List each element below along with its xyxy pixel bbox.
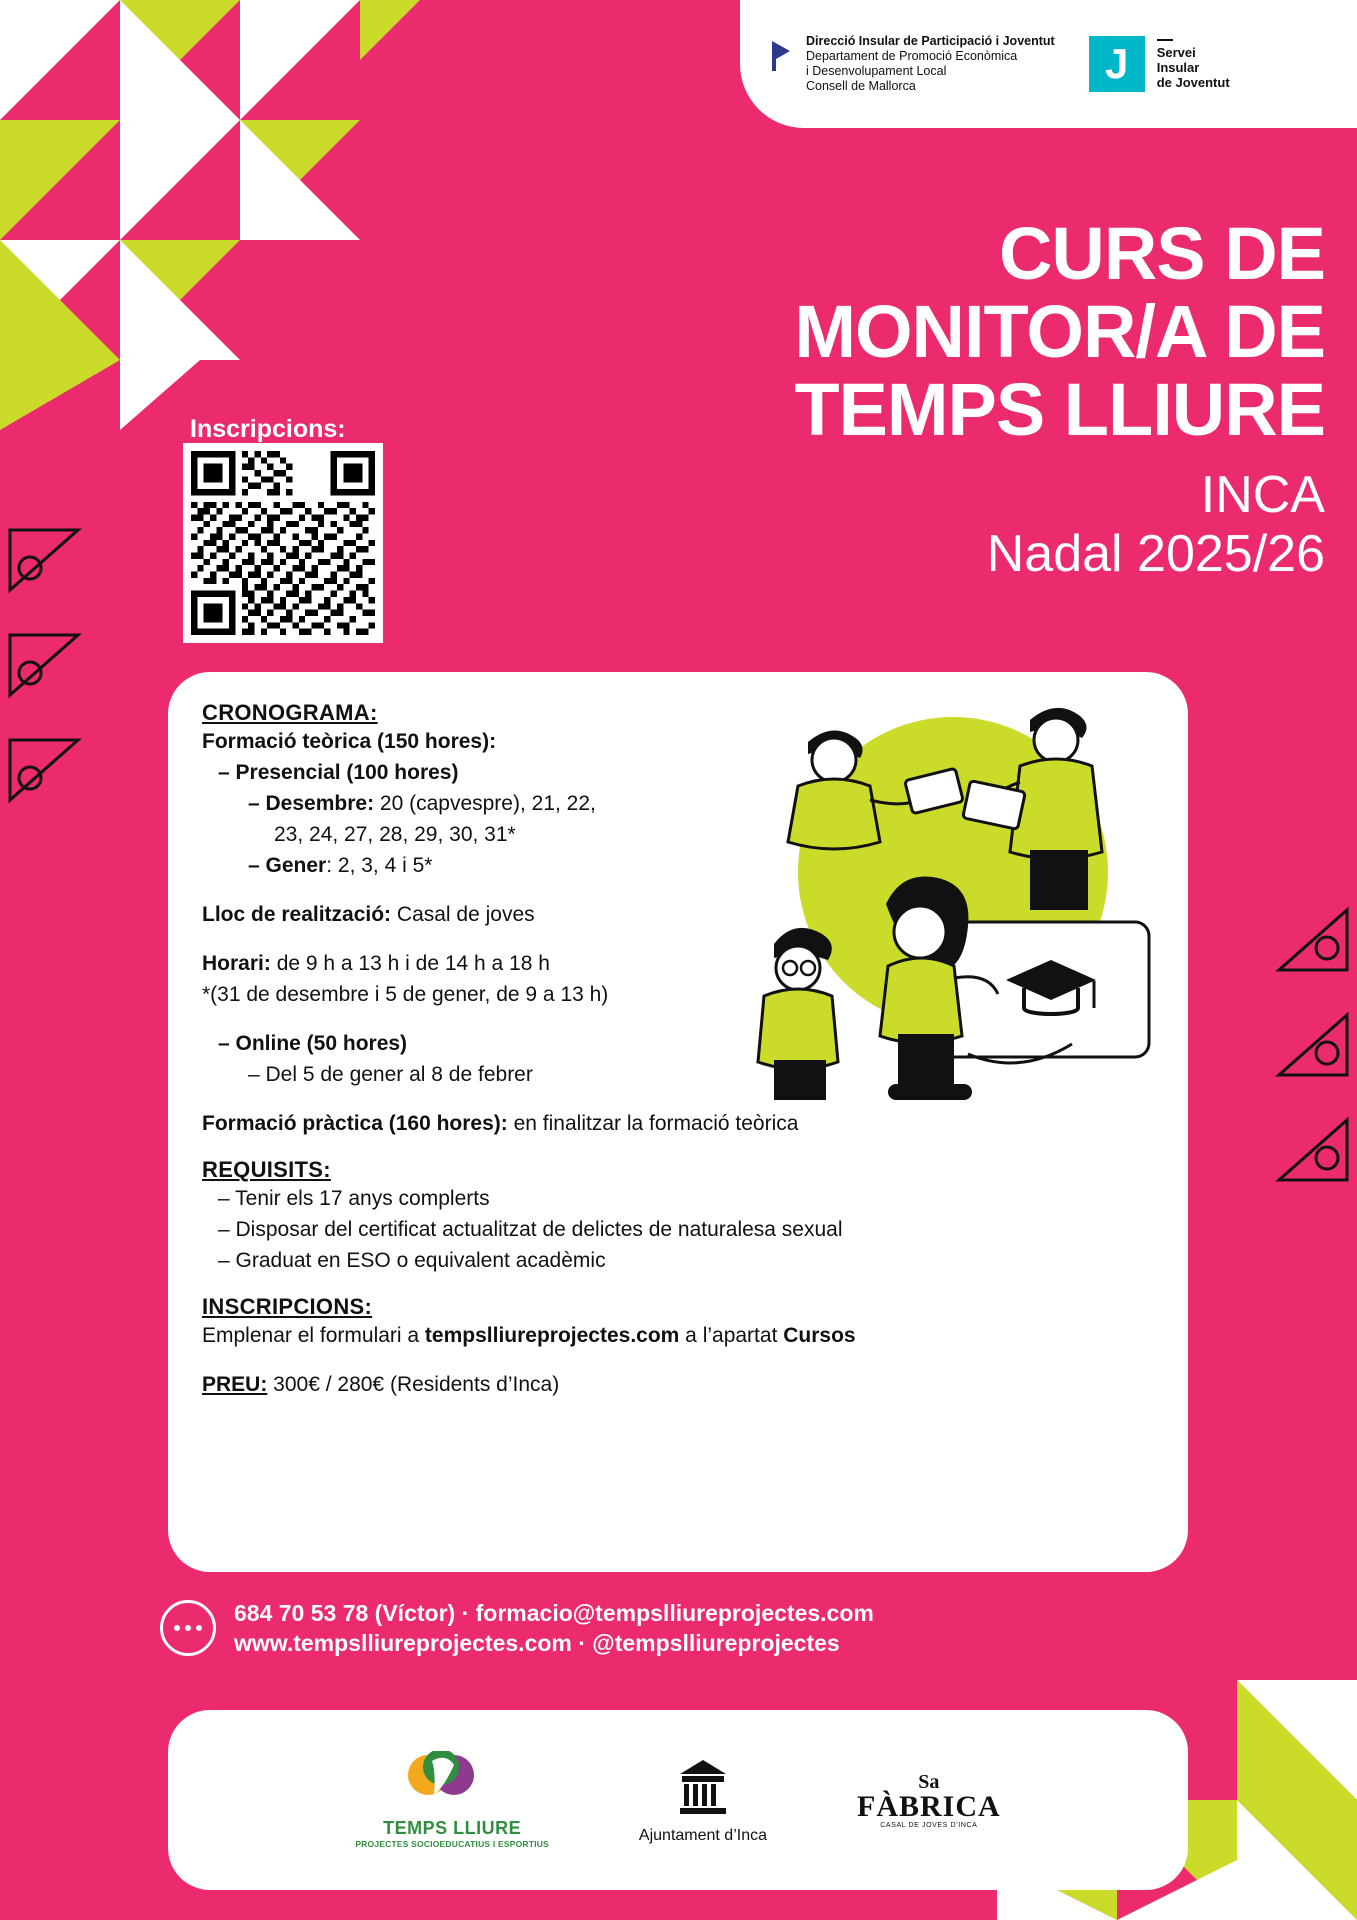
desembre-value: 20 (capvespre), 21, 22,	[374, 792, 596, 815]
joventut-line-2: Insular	[1156, 59, 1200, 75]
footer-logos	[168, 1710, 1188, 1890]
inscripcions-section: Cursos	[783, 1324, 856, 1347]
temps-lliure-sub: PROJECTES SOCIOEDUCATIUS I ESPORTIUS	[355, 1839, 549, 1849]
gener-value: : 2, 3, 4 i 5*	[326, 854, 433, 877]
illustration-students	[738, 682, 1168, 1102]
logo-consell-de-mallorca	[770, 34, 1055, 94]
fabrica-line-1: Sa	[918, 1770, 940, 1793]
title-place: INCA	[1200, 466, 1325, 524]
temps-lliure-name: TEMPS LLIURE	[383, 1818, 522, 1838]
title-line-3: TEMPS LLIURE	[794, 368, 1325, 451]
lloc-value: Casal de joves	[391, 903, 535, 926]
info-card	[168, 672, 1188, 1572]
cronograma-heading: CRONOGRAMA:	[202, 700, 378, 725]
online-label: – Online (50 hores)	[218, 1032, 408, 1055]
inscripcions-pre: Emplenar el formulari a	[202, 1324, 425, 1347]
preu-row	[202, 1369, 1154, 1400]
title-edition: Nadal 2025/26	[986, 525, 1325, 583]
logo-ajuntament-inca	[639, 1756, 767, 1845]
fabrica-line-2: FÀBRICA	[857, 1789, 1001, 1823]
inscripcions-heading: INSCRIPCIONS:	[202, 1294, 373, 1319]
consell-line-4: Consell de Mallorca	[806, 79, 916, 93]
practica-value: en finalitzar la formació teòrica	[507, 1112, 799, 1135]
practica-label: Formació pràctica (160 hores):	[202, 1112, 508, 1135]
joventut-line-1: Servei	[1156, 44, 1196, 60]
title-line-2: MONITOR/A DE	[794, 290, 1325, 373]
consell-line-1: Direcció Insular de Participació i Joventut	[806, 34, 1055, 48]
decorative-outline-right	[1207, 900, 1357, 1200]
desembre-label: – Desembre:	[248, 792, 375, 815]
contact-band	[160, 1598, 874, 1658]
header-logos-bar	[740, 0, 1357, 128]
practica-row	[202, 1108, 1154, 1139]
requisit-item: – Graduat en ESO o equivalent acadèmic	[218, 1249, 606, 1272]
inscripcions-row	[202, 1320, 1154, 1351]
joventut-logo-text	[1157, 39, 1230, 90]
logo-temps-lliure	[355, 1751, 549, 1849]
joventut-j-icon: J	[1089, 36, 1145, 92]
decorative-outline-left	[0, 520, 140, 840]
qr-code[interactable]	[183, 443, 383, 643]
joventut-dash-icon	[1157, 39, 1173, 41]
requisits-heading: REQUISITS:	[202, 1157, 331, 1182]
consell-line-2: Departament de Promoció Econòmica	[806, 49, 1018, 63]
horari-label: Horari:	[202, 952, 271, 975]
fabrica-line-3: CASAL DE JOVES D’INCA	[880, 1821, 978, 1829]
inscripcions-site-link[interactable]: tempslliureprojectes.com	[424, 1324, 680, 1347]
teorica-label: Formació teòrica (150 hores):	[202, 730, 497, 753]
requisit-item: – Tenir els 17 anys complerts	[218, 1187, 490, 1210]
joventut-line-3: de Joventut	[1156, 74, 1230, 90]
consell-line-3: i Desenvolupament Local	[806, 64, 947, 78]
contact-line-1[interactable]: 684 70 53 78 (Víctor) · formacio@tempslliureprojectes.com	[234, 1600, 874, 1626]
consell-logo-text	[806, 34, 1055, 94]
contact-line-2[interactable]: www.tempslliureprojectes.com · @tempslliureprojectes	[234, 1630, 840, 1656]
logo-sa-fabrica	[857, 1772, 1001, 1829]
consell-mark-icon	[770, 39, 796, 78]
online-value: – Del 5 de gener al 8 de febrer	[248, 1063, 533, 1086]
poster-title	[325, 212, 1325, 583]
gener-label: – Gener	[248, 854, 327, 877]
requisit-item: – Disposar del certificat actualitzat de delictes de naturalesa sexual	[218, 1218, 843, 1241]
horari-note: *(31 de desembre i 5 de gener, de 9 a 13 h)	[202, 983, 609, 1006]
signup-label: Inscripcions:	[190, 415, 346, 443]
inscripcions-mid: a l’apartat	[679, 1324, 784, 1347]
horari-value: de 9 h a 13 h i de 14 h a 18 h	[270, 952, 550, 975]
preu-label: PREU:	[202, 1373, 268, 1396]
preu-value: 300€ / 280€ (Residents d’Inca)	[267, 1373, 560, 1396]
logo-servei-insular-joventut	[1089, 36, 1230, 92]
presencial-label: – Presencial (100 hores)	[218, 761, 459, 784]
contact-text	[234, 1598, 874, 1658]
title-line-1: CURS DE	[998, 212, 1325, 295]
dots-icon	[160, 1600, 216, 1656]
desembre-value-2: 23, 24, 27, 28, 29, 30, 31*	[274, 823, 516, 846]
lloc-label: Lloc de realització:	[202, 903, 392, 926]
ajuntament-label: Ajuntament d’Inca	[638, 1826, 767, 1844]
